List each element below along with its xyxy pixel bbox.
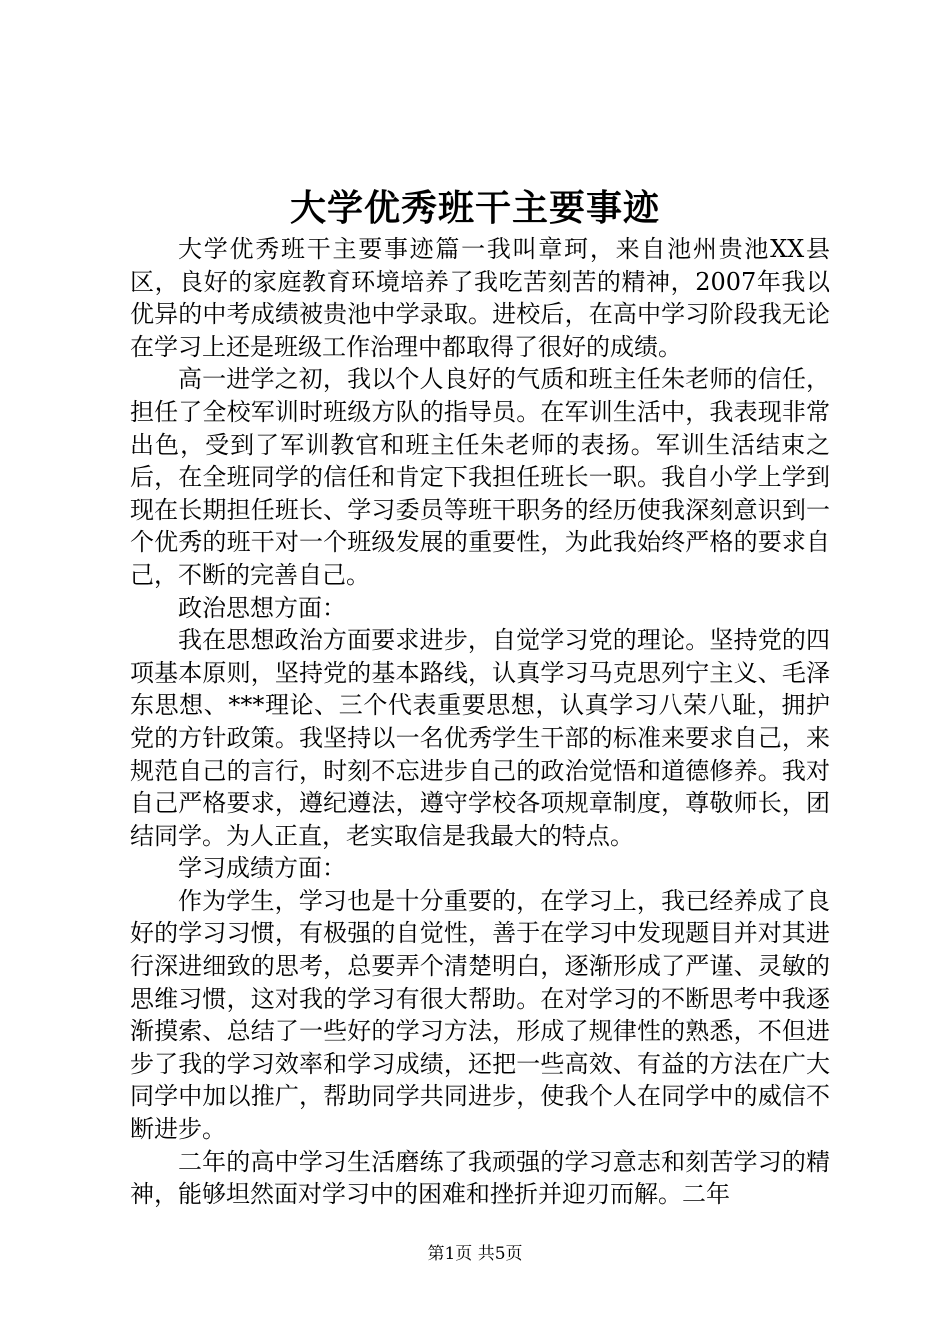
document-title: 大学优秀班干主要事迹 bbox=[289, 187, 660, 229]
paragraph-intro: 大学优秀班干主要事迹篇一我叫章珂，来自池州贵池XX县区，良好的家庭教育环境培养了我吃苦刻苦的精神，2007年我以优异的中考成绩被贵池中学录取。进校后，在高中学习阶段我无论在学习上还是班级工作治理中都取得了很好的成绩。 bbox=[130, 235, 830, 361]
document-body bbox=[130, 233, 830, 1211]
paragraph-military-training: 高一进学之初，我以个人良好的气质和班主任朱老师的信任，担任了全校军训时班级方队的指导员。在军训生活中，我表现非常出色，受到了军训教官和班主任朱老师的表扬。军训生活结束之后，在全班同学的信任和肯定下我担任班长一职。我自小学上学到现在长期担任班长、学习委员等班干职务的经历使我深刻意识到一个优秀的班干对一个班级发展的重要性，为此我始终严格的要求自己，不断的完善自己。 bbox=[130, 365, 830, 589]
page-footer: 第1页 共5页 bbox=[427, 1244, 523, 1264]
paragraph-study: 作为学生，学习也是十分重要的，在学习上，我已经养成了良好的学习习惯，有极强的自觉性，善于在学习中发现题目并对其进行深进细致的思考，总要弄个清楚明白，逐渐形成了严谨、灵敏的思维习惯，这对我的学习有很大帮助。在对学习的不断思考中我逐渐摸索、总结了一些好的学习方法，形成了规律性的熟悉，不但进步了我的学习效率和学习成绩，还把一些高效、有益的方法在广大同学中加以推广，帮助同学共同进步，使我个人在同学中的威信不断进步。 bbox=[130, 886, 830, 1144]
paragraph-political: 我在思想政治方面要求进步，自觉学习党的理论。坚持党的四项基本原则，坚持党的基本路线，认真学习马克思列宁主义、毛泽东思想、***理论、三个代表重要思想，认真学习八荣八耻，拥护党的方针政策。我坚持以一名优秀学生干部的标准来要求自己，来规范自己的言行，时刻不忘进步自己的政治觉悟和道德修养。我对自己严格要求，遵纪遵法，遵守学校各项规章制度，尊敬师长，团结同学。为人正直，老实取信是我最大的特点。 bbox=[130, 626, 830, 850]
paragraph-two-years: 二年的高中学习生活磨练了我顽强的学习意志和刻苦学习的精神，能够坦然面对学习中的困难和挫折并迎刃而解。二年 bbox=[130, 1147, 830, 1209]
section-heading-study: 学习成绩方面： bbox=[178, 854, 346, 883]
section-heading-political: 政治思想方面： bbox=[178, 593, 346, 622]
